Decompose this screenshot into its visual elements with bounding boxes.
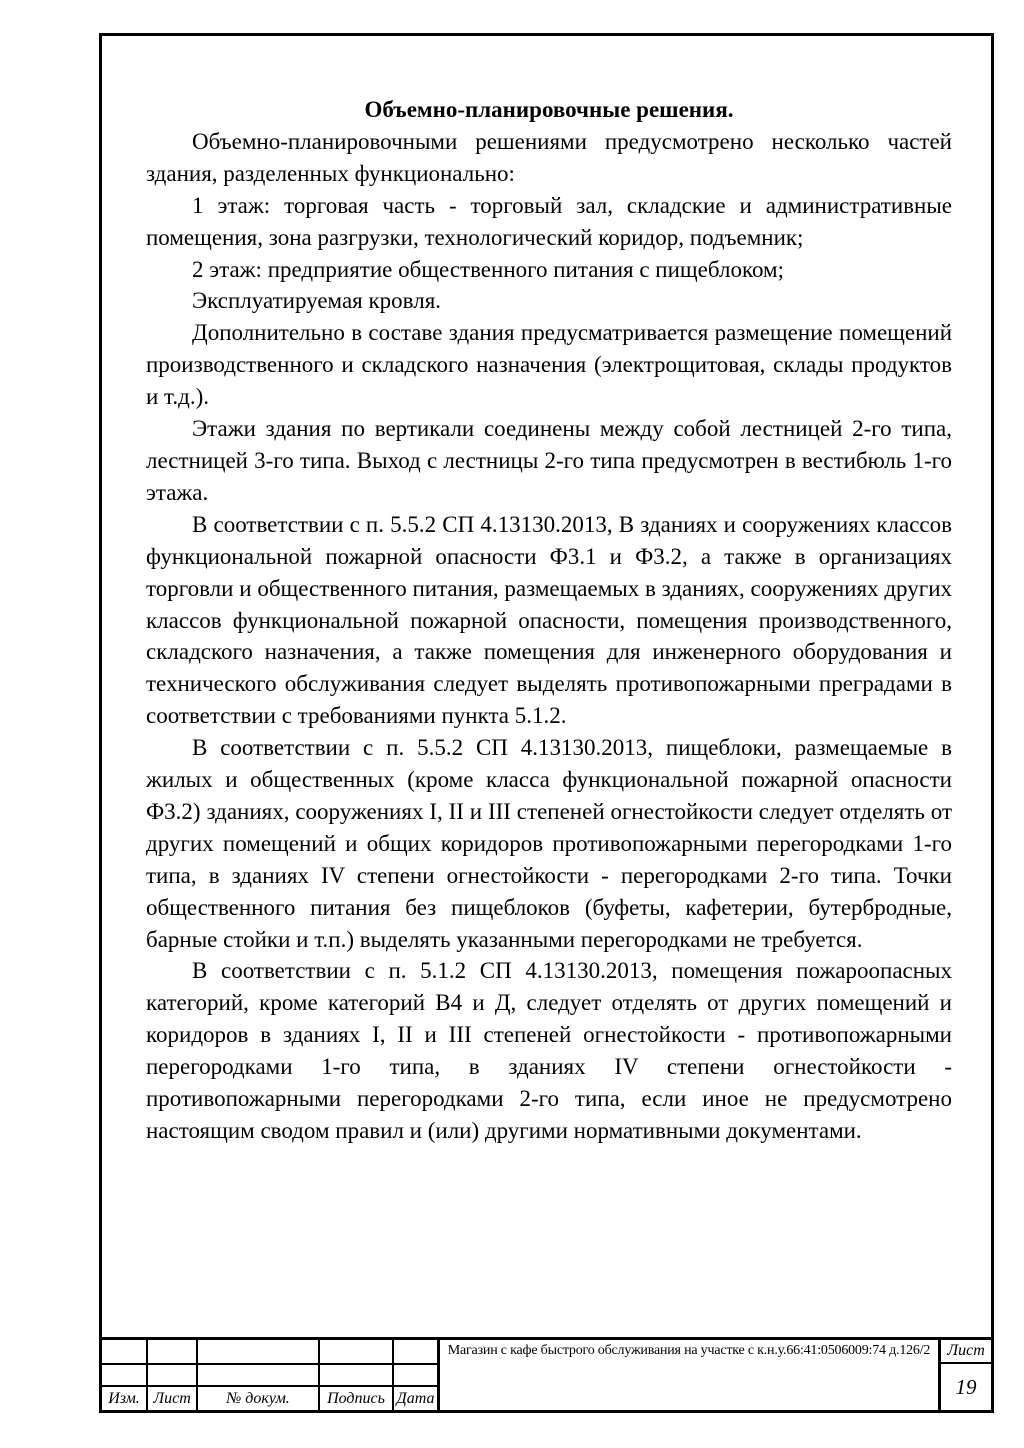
stamp-empty-cell [394, 1365, 437, 1385]
stamp-empty-cell [102, 1365, 146, 1385]
sheet-number: 19 [955, 1374, 977, 1399]
stamp-col-podpis: Подпись [320, 1387, 392, 1410]
stamp-empty-cell [148, 1365, 196, 1385]
title-block [102, 1337, 991, 1410]
stamp-empty-cell [198, 1365, 318, 1385]
paragraph: В соответствии с п. 5.5.2 СП 4.13130.2013, В зданиях и сооружениях классов функциональной пожарной опасности Ф3.1 и Ф3.2, а также в организациях торговли и общественного питания, размещаемых в зданиях, сооружениях других классов функциональной пожарной опасности, помещения производственного, складского назначения, а также помещения для инженерного оборудования и технического обслуживания следует выделять противопожарными преградами в соответствии с требованиями пункта 5.1.2. [146, 511, 952, 729]
paragraph: 1 этаж: торговая часть - торговый зал, складские и административные помещения, зона разгрузки, технологический коридор, подъемник; [146, 192, 952, 250]
paragraph: Этажи здания по вертикали соединены между собой лестницей 2-го типа, лестницей 3-го типа. Выход с лестницы 2-го типа предусмотрен в вестибюль 1-го этажа. [146, 416, 952, 505]
paragraph: В соответствии с п. 5.1.2 СП 4.13130.2013, помещения пожароопасных категорий, кроме категорий В4 и Д, следует отделять от других помещений и коридоров в зданиях I, II и III степеней огнестойкости - противопожарными перегородками 1-го типа, в зданиях IV степени огнестойкости - противопожарными перегородками 2-го типа, если иное не предусмотрено настоящим сводом правил и (или) другими нормативными документами. [146, 958, 952, 1143]
stamp-col-list: Лист [148, 1387, 196, 1410]
page-title: Объемно-планировочные решения. [364, 97, 734, 122]
title-block-doc-name: Магазин с кафе быстрого обслуживания на участке с к.н.у.66:41:0506009:74 д.126/2 [447, 1343, 931, 1358]
text-column [146, 36, 952, 1147]
stamp-col-ndokum: № докум. [198, 1387, 318, 1410]
stamp-col-izm: Изм. [102, 1387, 146, 1410]
stamp-empty-cell [320, 1365, 392, 1385]
paragraph: Дополнительно в составе здания предусматривается размещение помещений производственного и складского назначения (электрощитовая, склады продуктов и т.д.). [146, 320, 952, 410]
stamp-empty-cell [198, 1340, 318, 1363]
stamp-col-data: Дата [394, 1387, 437, 1410]
paragraph: Объемно-планировочными решениями предусмотрено несколько частей здания, разделенных функционально: [146, 128, 952, 186]
sheet-label: Лист [941, 1340, 991, 1364]
page-frame [99, 33, 994, 1413]
paragraph: Эксплуатируемая кровля. [192, 288, 442, 314]
title-block-sheet [938, 1340, 991, 1410]
stamp-empty-cell [394, 1340, 437, 1363]
stamp-empty-cell [102, 1340, 146, 1363]
stamp-empty-cell [320, 1340, 392, 1363]
stamp-empty-cell [148, 1340, 196, 1363]
paragraph: В соответствии с п. 5.5.2 СП 4.13130.2013, пищеблоки, размещаемые в жилых и общественных (кроме класса функциональной пожарной опасности Ф3.2) зданиях, сооружениях I, II и III степеней огнестойкости следует отделять от других помещений и общих коридоров противопожарными перегородками 1-го типа, в зданиях IV степени огнестойкости - перегородками 2-го типа. Точки общественного питания без пищеблоков (буфеты, кафетерии, бутербродные, барные стойки и т.п.) выделять указанными перегородками не требуется. [146, 735, 952, 952]
paragraph: 2 этаж: предприятие общественного питания с пищеблоком; [192, 256, 784, 282]
title-block-revision-grid [102, 1340, 440, 1410]
